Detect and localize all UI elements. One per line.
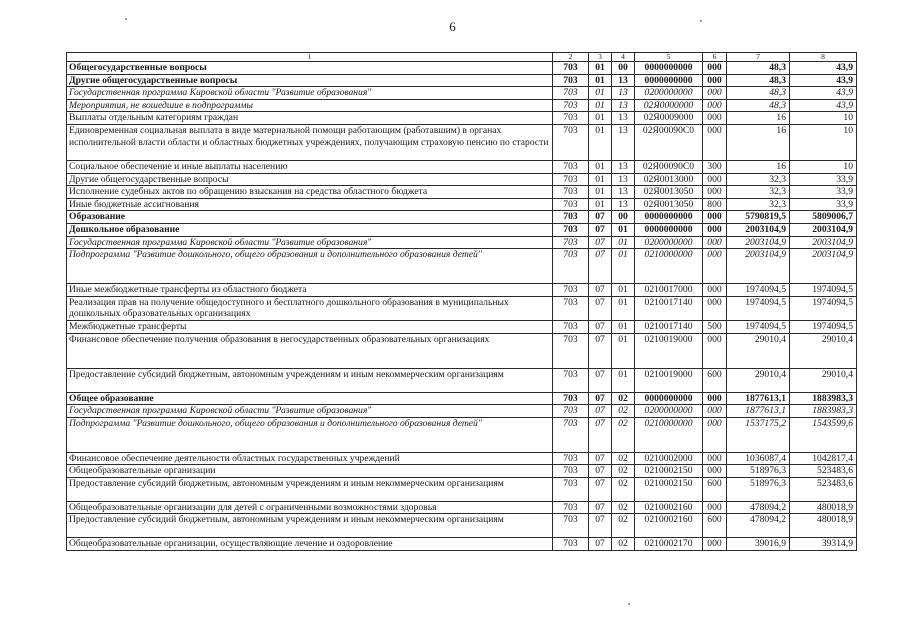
row-section-code: 07	[589, 405, 612, 418]
row-expense-type: 500	[703, 320, 727, 333]
row-subsection-code: 02	[612, 514, 635, 538]
row-amount-year2: 1974094,5	[790, 320, 857, 333]
row-section-code: 01	[589, 173, 612, 186]
row-ministry-code: 703	[553, 99, 589, 112]
table-row	[67, 173, 857, 186]
row-ministry-code: 703	[553, 249, 589, 284]
header-cell: 8	[790, 53, 857, 62]
row-section-code: 07	[589, 392, 612, 405]
row-amount-year1: 32,3	[727, 186, 790, 199]
row-subsection-code: 01	[612, 284, 635, 297]
table-row	[67, 211, 857, 224]
table-row	[67, 124, 857, 160]
row-amount-year1: 1877613,1	[727, 392, 790, 405]
row-amount-year1: 1537175,2	[727, 417, 790, 452]
row-ministry-code: 703	[553, 223, 589, 236]
table-row	[67, 160, 857, 173]
table-row	[67, 62, 857, 75]
row-subsection-code: 02	[612, 477, 635, 501]
row-target-article: 0210002000	[635, 452, 703, 465]
row-ministry-code: 703	[553, 112, 589, 125]
row-ministry-code: 703	[553, 320, 589, 333]
table-row	[67, 405, 857, 418]
row-section-code: 01	[589, 198, 612, 211]
row-ministry-code: 703	[553, 405, 589, 418]
table-row	[67, 74, 857, 87]
row-amount-year1: 16	[727, 124, 790, 160]
row-ministry-code: 703	[553, 173, 589, 186]
row-amount-year1: 1974094,5	[727, 320, 790, 333]
row-name: Предоставление субсидий бюджетным, автономным учреждениям и иным некоммерческим организациям	[67, 368, 553, 392]
row-name: Предоставление субсидий бюджетным, автономным учреждениям и иным некоммерческим организациям	[67, 477, 553, 501]
header-cell: 7	[727, 53, 790, 62]
row-target-article: 0210002170	[635, 538, 703, 551]
row-expense-type: 000	[703, 62, 727, 75]
row-ministry-code: 703	[553, 392, 589, 405]
row-subsection-code: 13	[612, 87, 635, 100]
row-name: Реализация прав на получение общедоступного и бесплатного дошкольного образования в муниципальных дошкольных образовательных организациях	[67, 296, 553, 320]
row-expense-type: 000	[703, 333, 727, 368]
row-expense-type: 000	[703, 112, 727, 125]
row-expense-type: 000	[703, 465, 727, 478]
row-amount-year1: 1877613,1	[727, 405, 790, 418]
row-subsection-code: 13	[612, 112, 635, 125]
row-target-article: 02Я0009000	[635, 112, 703, 125]
budget-table	[66, 52, 857, 551]
row-expense-type: 000	[703, 296, 727, 320]
row-subsection-code: 01	[612, 368, 635, 392]
row-subsection-code: 01	[612, 296, 635, 320]
header-cell: 2	[553, 53, 589, 62]
table-row	[67, 284, 857, 297]
row-ministry-code: 703	[553, 211, 589, 224]
row-ministry-code: 703	[553, 87, 589, 100]
row-expense-type: 600	[703, 514, 727, 538]
row-ministry-code: 703	[553, 74, 589, 87]
row-expense-type: 000	[703, 173, 727, 186]
row-name: Иные межбюджетные трансферты из областного бюджета	[67, 284, 553, 297]
row-expense-type: 000	[703, 538, 727, 551]
table-row	[67, 538, 857, 551]
row-ministry-code: 703	[553, 501, 589, 514]
row-amount-year1: 478094,2	[727, 514, 790, 538]
row-target-article: 0210002150	[635, 477, 703, 501]
row-target-article: 0000000000	[635, 392, 703, 405]
scan-speck	[700, 20, 702, 22]
row-target-article: 0210017140	[635, 296, 703, 320]
row-amount-year1: 16	[727, 160, 790, 173]
row-amount-year1: 1036087,4	[727, 452, 790, 465]
row-expense-type: 000	[703, 87, 727, 100]
row-name: Образование	[67, 211, 553, 224]
row-name: Общеобразовательные организации	[67, 465, 553, 478]
row-section-code: 01	[589, 99, 612, 112]
row-name: Финансовое обеспечение деятельности областных государственных учреждений	[67, 452, 553, 465]
table-row	[67, 452, 857, 465]
table-row	[67, 368, 857, 392]
row-section-code: 01	[589, 62, 612, 75]
row-subsection-code: 13	[612, 99, 635, 112]
column-number-row	[67, 53, 857, 62]
row-amount-year2: 10	[790, 112, 857, 125]
row-name: Государственная программа Кировской области "Развитие образования"	[67, 405, 553, 418]
row-amount-year2: 523483,6	[790, 465, 857, 478]
row-amount-year1: 1974094,5	[727, 296, 790, 320]
row-amount-year2: 1883983,3	[790, 392, 857, 405]
row-subsection-code: 02	[612, 501, 635, 514]
row-section-code: 07	[589, 249, 612, 284]
header-cell: 3	[589, 53, 612, 62]
row-expense-type: 000	[703, 186, 727, 199]
row-subsection-code: 13	[612, 74, 635, 87]
row-amount-year1: 48,3	[727, 74, 790, 87]
row-ministry-code: 703	[553, 160, 589, 173]
row-amount-year2: 5809006,7	[790, 211, 857, 224]
row-amount-year2: 2003104,9	[790, 223, 857, 236]
row-amount-year2: 33,9	[790, 198, 857, 211]
row-section-code: 07	[589, 417, 612, 452]
row-amount-year1: 48,3	[727, 99, 790, 112]
row-target-article: 0210000000	[635, 249, 703, 284]
row-ministry-code: 703	[553, 452, 589, 465]
row-name: Иные бюджетные ассигнования	[67, 198, 553, 211]
row-target-article: 0000000000	[635, 223, 703, 236]
row-subsection-code: 01	[612, 320, 635, 333]
row-amount-year1: 2003104,9	[727, 223, 790, 236]
row-name: Подпрограмма "Развитие дошкольного, общего образования и дополнительного образования детей"	[67, 249, 553, 284]
header-cell: 4	[612, 53, 635, 62]
row-subsection-code: 01	[612, 236, 635, 249]
row-amount-year2: 480018,9	[790, 514, 857, 538]
table-row	[67, 501, 857, 514]
row-subsection-code: 00	[612, 211, 635, 224]
row-amount-year2: 10	[790, 160, 857, 173]
row-section-code: 07	[589, 452, 612, 465]
row-expense-type: 000	[703, 392, 727, 405]
header-cell: 5	[635, 53, 703, 62]
row-amount-year1: 16	[727, 112, 790, 125]
row-name: Выплаты отдельным категориям граждан	[67, 112, 553, 125]
row-ministry-code: 703	[553, 186, 589, 199]
row-ministry-code: 703	[553, 417, 589, 452]
scan-speck	[628, 603, 630, 605]
row-ministry-code: 703	[553, 198, 589, 211]
row-section-code: 07	[589, 465, 612, 478]
row-ministry-code: 703	[553, 465, 589, 478]
row-name: Предоставление субсидий бюджетным, автономным учреждениям и иным некоммерческим организациям	[67, 514, 553, 538]
row-name: Межбюджетные трансферты	[67, 320, 553, 333]
row-name: Социальное обеспечение и иные выплаты населению	[67, 160, 553, 173]
row-ministry-code: 703	[553, 538, 589, 551]
row-subsection-code: 02	[612, 405, 635, 418]
row-expense-type: 000	[703, 405, 727, 418]
row-amount-year1: 29010,4	[727, 333, 790, 368]
row-target-article: 0200000000	[635, 87, 703, 100]
row-expense-type: 000	[703, 249, 727, 284]
row-amount-year2: 39314,9	[790, 538, 857, 551]
row-target-article: 0000000000	[635, 211, 703, 224]
table-row	[67, 296, 857, 320]
table-row	[67, 99, 857, 112]
row-name: Дошкольное образование	[67, 223, 553, 236]
row-expense-type: 000	[703, 223, 727, 236]
row-name: Другие общегосударственные вопросы	[67, 74, 553, 87]
table-row	[67, 249, 857, 284]
row-target-article: 0210000000	[635, 417, 703, 452]
row-target-article: 0210002150	[635, 465, 703, 478]
row-subsection-code: 13	[612, 198, 635, 211]
row-amount-year1: 518976,3	[727, 477, 790, 501]
row-section-code: 07	[589, 538, 612, 551]
row-section-code: 07	[589, 236, 612, 249]
row-subsection-code: 02	[612, 417, 635, 452]
row-subsection-code: 00	[612, 62, 635, 75]
table-row	[67, 198, 857, 211]
row-amount-year2: 29010,4	[790, 333, 857, 368]
row-subsection-code: 01	[612, 333, 635, 368]
table-row	[67, 477, 857, 501]
row-amount-year2: 1883983,3	[790, 405, 857, 418]
row-section-code: 01	[589, 124, 612, 160]
row-ministry-code: 703	[553, 477, 589, 501]
row-target-article: 0210017000	[635, 284, 703, 297]
header-cell: 1	[67, 53, 553, 62]
row-section-code: 07	[589, 333, 612, 368]
table-row	[67, 333, 857, 368]
row-name: Другие общегосударственные вопросы	[67, 173, 553, 186]
page-number: 6	[449, 19, 456, 34]
row-expense-type: 000	[703, 452, 727, 465]
row-amount-year2: 33,9	[790, 186, 857, 199]
row-section-code: 07	[589, 284, 612, 297]
table-row	[67, 223, 857, 236]
row-section-code: 07	[589, 296, 612, 320]
row-target-article: 0200000000	[635, 236, 703, 249]
row-target-article: 02Я0013000	[635, 173, 703, 186]
row-target-article: 0210019000	[635, 368, 703, 392]
row-target-article: 02Я00090С0	[635, 160, 703, 173]
row-target-article: 0000000000	[635, 74, 703, 87]
row-name: Общеобразовательные организации, осуществляющие лечение и оздоровление	[67, 538, 553, 551]
row-expense-type: 000	[703, 417, 727, 452]
row-amount-year1: 1974094,5	[727, 284, 790, 297]
row-section-code: 07	[589, 368, 612, 392]
row-target-article: 0000000000	[635, 62, 703, 75]
row-name: Финансовое обеспечение получения образования в негосударственных образовательных организациях	[67, 333, 553, 368]
table-row	[67, 514, 857, 538]
row-amount-year1: 518976,3	[727, 465, 790, 478]
row-amount-year1: 2003104,9	[727, 236, 790, 249]
row-name: Мероприятия, не вошедшие в подпрограммы	[67, 99, 553, 112]
row-name: Общеобразовательные организации для детей с ограниченными возможностями здоровья	[67, 501, 553, 514]
row-amount-year2: 33,9	[790, 173, 857, 186]
row-ministry-code: 703	[553, 284, 589, 297]
row-target-article: 02Я0000000	[635, 99, 703, 112]
row-section-code: 01	[589, 186, 612, 199]
row-section-code: 01	[589, 87, 612, 100]
row-subsection-code: 02	[612, 538, 635, 551]
row-amount-year1: 32,3	[727, 173, 790, 186]
row-amount-year2: 43,9	[790, 62, 857, 75]
table-row	[67, 186, 857, 199]
row-expense-type: 000	[703, 284, 727, 297]
table-row	[67, 320, 857, 333]
row-name: Единовременная социальная выплата в виде материальной помощи работающим (работавшим) в органах исполнительной власти области и областных бюджетных учреждениях, получающим страховую пенсию по старости	[67, 124, 553, 160]
row-amount-year1: 39016,9	[727, 538, 790, 551]
table-row	[67, 417, 857, 452]
row-amount-year2: 10	[790, 124, 857, 160]
table-row	[67, 112, 857, 125]
row-amount-year2: 43,9	[790, 99, 857, 112]
row-amount-year1: 5790819,5	[727, 211, 790, 224]
row-name: Государственная программа Кировской области "Развитие образования"	[67, 236, 553, 249]
row-section-code: 07	[589, 320, 612, 333]
row-amount-year2: 2003104,9	[790, 249, 857, 284]
table-row	[67, 236, 857, 249]
row-target-article: 0200000000	[635, 405, 703, 418]
row-ministry-code: 703	[553, 514, 589, 538]
row-subsection-code: 01	[612, 223, 635, 236]
row-ministry-code: 703	[553, 368, 589, 392]
row-section-code: 01	[589, 112, 612, 125]
row-ministry-code: 703	[553, 236, 589, 249]
row-amount-year1: 2003104,9	[727, 249, 790, 284]
row-expense-type: 000	[703, 501, 727, 514]
row-amount-year2: 43,9	[790, 74, 857, 87]
row-name: Общегосударственные вопросы	[67, 62, 553, 75]
row-amount-year1: 29010,4	[727, 368, 790, 392]
row-expense-type: 000	[703, 236, 727, 249]
row-amount-year2: 523483,6	[790, 477, 857, 501]
table-row	[67, 465, 857, 478]
row-amount-year2: 1543599,6	[790, 417, 857, 452]
row-expense-type: 600	[703, 477, 727, 501]
header-cell: 6	[703, 53, 727, 62]
row-subsection-code: 02	[612, 452, 635, 465]
row-target-article: 0210002160	[635, 501, 703, 514]
row-section-code: 07	[589, 477, 612, 501]
row-target-article: 0210019000	[635, 333, 703, 368]
row-section-code: 01	[589, 74, 612, 87]
row-section-code: 07	[589, 211, 612, 224]
row-expense-type: 000	[703, 124, 727, 160]
table-row	[67, 87, 857, 100]
row-amount-year2: 2003104,9	[790, 236, 857, 249]
row-expense-type: 300	[703, 160, 727, 173]
row-ministry-code: 703	[553, 333, 589, 368]
row-expense-type: 600	[703, 368, 727, 392]
row-amount-year1: 478094,2	[727, 501, 790, 514]
row-subsection-code: 13	[612, 124, 635, 160]
row-amount-year1: 48,3	[727, 62, 790, 75]
row-expense-type: 000	[703, 99, 727, 112]
row-section-code: 07	[589, 514, 612, 538]
row-target-article: 02Я00090С0	[635, 124, 703, 160]
row-expense-type: 000	[703, 211, 727, 224]
table-row	[67, 392, 857, 405]
row-expense-type: 000	[703, 74, 727, 87]
row-subsection-code: 13	[612, 186, 635, 199]
row-section-code: 07	[589, 223, 612, 236]
row-ministry-code: 703	[553, 62, 589, 75]
row-amount-year2: 43,9	[790, 87, 857, 100]
row-subsection-code: 13	[612, 160, 635, 173]
row-subsection-code: 13	[612, 173, 635, 186]
row-amount-year1: 32,3	[727, 198, 790, 211]
row-subsection-code: 02	[612, 392, 635, 405]
row-amount-year2: 29010,4	[790, 368, 857, 392]
row-amount-year2: 1974094,5	[790, 284, 857, 297]
scan-speck	[125, 18, 127, 20]
row-name: Общее образование	[67, 392, 553, 405]
row-ministry-code: 703	[553, 124, 589, 160]
row-amount-year2: 480018,9	[790, 501, 857, 514]
row-name: Государственная программа Кировской области "Развитие образования"	[67, 87, 553, 100]
row-name: Исполнение судебных актов по обращению взыскания на средства областного бюджета	[67, 186, 553, 199]
row-target-article: 0210002160	[635, 514, 703, 538]
row-section-code: 07	[589, 501, 612, 514]
row-target-article: 02Я0013050	[635, 198, 703, 211]
row-name: Подпрограмма "Развитие дошкольного, общего образования и дополнительного образования детей"	[67, 417, 553, 452]
row-subsection-code: 01	[612, 249, 635, 284]
row-section-code: 01	[589, 160, 612, 173]
row-amount-year1: 48,3	[727, 87, 790, 100]
row-ministry-code: 703	[553, 296, 589, 320]
row-subsection-code: 02	[612, 465, 635, 478]
row-expense-type: 800	[703, 198, 727, 211]
row-amount-year2: 1042817,4	[790, 452, 857, 465]
row-amount-year2: 1974094,5	[790, 296, 857, 320]
row-target-article: 02Я0013050	[635, 186, 703, 199]
row-target-article: 0210017140	[635, 320, 703, 333]
